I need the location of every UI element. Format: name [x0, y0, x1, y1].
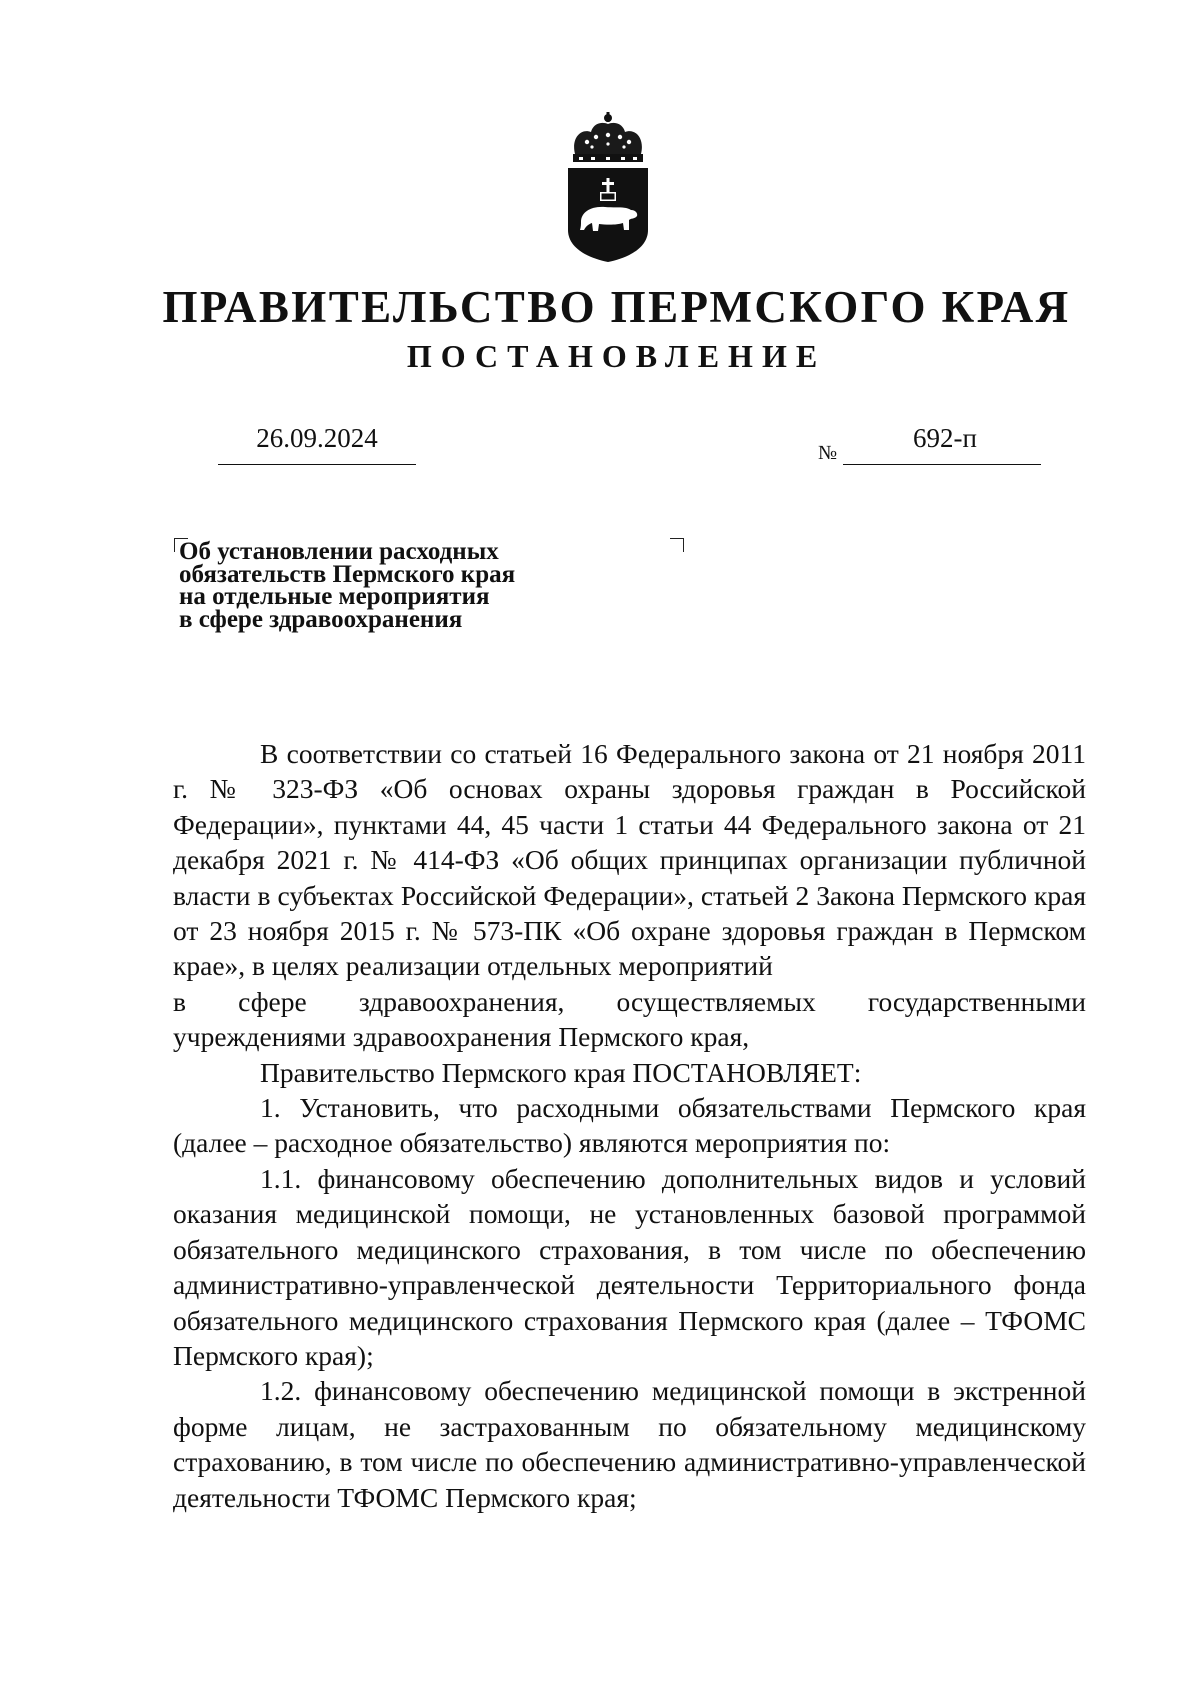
paragraph-preamble: В соответствии со статьей 16 Федерального закона от 21 ноября 2011 г. № 323-ФЗ «Об основах охраны здоровья граждан в Российской Федерации», пунктами 44, 45 части 1 статьи 44 Федерального закона от 21 декабря 2021 г. № 414-ФЗ «Об общих принципах организации публичной власти в субъектах Российской Федерации», статьей 2 Закона Пермского края от 23 ноября 2015 г. № 573-ПК «Об охране здоровья граждан в Пермском крае», в целях реализации отдельных мероприятий — [173, 738, 1086, 982]
paragraph-item-1: 1. Установить, что расходными обязательствами Пермского края (далее – расходное обязательство) являются мероприятия по: — [173, 1092, 1086, 1159]
document-date-field — [218, 420, 416, 465]
government-title: ПРАВИТЕЛЬСТВО ПЕРМСКОГО КРАЯ — [162, 282, 1071, 332]
document-subject — [179, 538, 649, 633]
paragraph-preamble-end: учреждениями здравоохранения Пермского края, — [173, 1021, 750, 1053]
document-number: 692-п — [913, 423, 977, 453]
coat-of-arms-icon — [563, 112, 653, 262]
subject-line: обязательств Пермского края — [179, 560, 516, 588]
paragraph-preamble-line: в сфере здравоохранения, осуществляемых государственными — [173, 985, 1086, 1017]
document-body — [173, 736, 1086, 1515]
paragraph-resolves: Правительство Пермского края ПОСТАНОВЛЯЕТ: — [260, 1056, 862, 1088]
subject-line: Об установлении расходных — [179, 538, 499, 565]
subject-line: на отдельные мероприятия — [179, 583, 490, 610]
number-sign: № — [818, 442, 838, 464]
subject-line: в сфере здравоохранения — [179, 605, 463, 633]
document-type-heading: ПОСТАНОВЛЕНИЕ — [406, 338, 827, 374]
subject-corner-right-mark — [670, 538, 684, 552]
paragraph-item-1-1: 1.1. финансовому обеспечению дополнительных видов и условий оказания медицинской помощи, не установленных базовой программой обязательного медицинского страхования, в том числе по обеспечению административно-управленческой деятельности Территориального фонда обязательного медицинского страхования Пермского края (далее – ТФОМС Пермского края); — [173, 1162, 1086, 1371]
document-date: 26.09.2024 — [256, 423, 378, 453]
paragraph-item-1-2: 1.2. финансовому обеспечению медицинской помощи в экстренной форме лицам, не застрахованным по обязательному медицинскому страхованию, в том числе по обеспечению административно-управленческой деятельности ТФОМС Пермского края; — [173, 1375, 1086, 1513]
document-number-field — [843, 420, 1041, 465]
